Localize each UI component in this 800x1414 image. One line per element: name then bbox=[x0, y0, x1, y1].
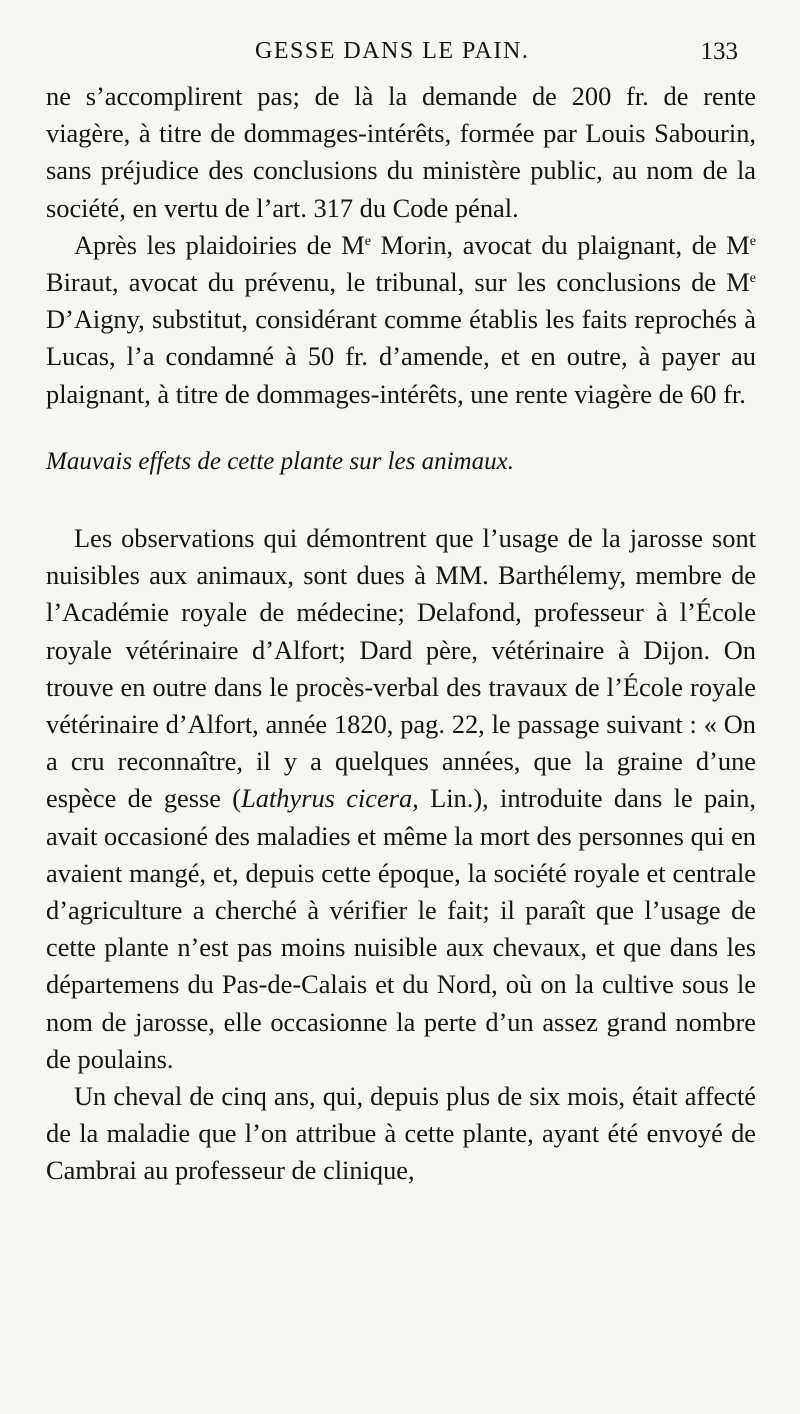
page-header bbox=[0, 38, 800, 78]
p2-text-3: Biraut, avocat du prévenu, le tribunal, sur les conclusions de M bbox=[46, 267, 750, 298]
p2-text-1: Après les plaidoiries de M bbox=[74, 229, 365, 260]
body-text bbox=[46, 78, 756, 1190]
paragraph-observations bbox=[46, 520, 756, 1078]
p3-species-name: Lathyrus cicera, bbox=[241, 783, 419, 814]
p3-text-1: Les observations qui démontrent que l’usage de la jarosse sont nuisibles aux animaux, sont dues à MM. Barthélemy, membre de l’Académie royale de médecine; Delafond, professeur à l’École royale vétérinaire d’Alfort; Dard père, vétérinaire à Dijon. On trouve en outre dans le procès-verbal des travaux de l’École royale vétérinaire d’Alfort, année 1820, pag. 22, le passage suivant : « On a cru reconnaître, il y a quelques années, que la graine d’une espèce de gesse ( bbox=[46, 523, 756, 814]
p2-sup-2: e bbox=[749, 233, 756, 249]
p2-text-4: D’Aigny, substitut, considérant comme établis les faits reprochés à Lucas, l’a condamné à 50 fr. d’amende, et en outre, à payer au plaignant, à titre de dommages-intérêts, une rente viagère de 60 fr. bbox=[46, 304, 756, 409]
page-number: 133 bbox=[700, 38, 738, 65]
p2-sup-1: e bbox=[364, 233, 371, 249]
paragraph-continuation: ne s’accomplirent pas; de là la demande de 200 fr. de rente viagère, à titre de dommages-intérêts, formée par Louis Sabourin, sans préjudice des conclusions du ministère public, au nom de la société, en vertu de l’art. 317 du Code pénal. bbox=[46, 81, 756, 223]
p2-sup-3: e bbox=[749, 271, 756, 287]
paragraph-horse-case: Un cheval de cinq ans, qui, depuis plus de six mois, était affecté de la maladie que l’on attribue à cette plante, ayant été envoyé de Cambrai au professeur de clinique, bbox=[46, 1081, 756, 1186]
running-head: GESSE DANS LE PAIN. bbox=[255, 38, 530, 64]
section-heading: Mauvais effets de cette plante sur les animaux. bbox=[46, 447, 514, 475]
p2-text-2: Morin, avocat du plaignant, de M bbox=[370, 229, 750, 260]
paragraph-judgment bbox=[46, 227, 756, 413]
p3-text-2: Lin.), introduite dans le pain, avait occasioné des maladies et même la mort des personnes qui en avaient mangé, et, depuis cette époque, la société royale et centrale d’agriculture a cherché à vérifier le fait; il paraît que l’usage de cette plante n’est pas moins nuisible aux chevaux, et que dans les départemens du Pas-de-Calais et du Nord, où on la cultive sous le nom de jarosse, elle occasionne la perte d’un assez grand nombre de poulains. bbox=[46, 783, 756, 1074]
